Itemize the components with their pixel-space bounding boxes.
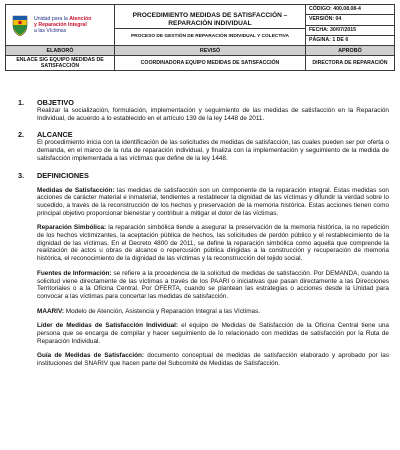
section-objetivo (17, 98, 389, 122)
document-header (5, 4, 395, 71)
section-number: 1. (18, 98, 25, 107)
document-meta (306, 5, 395, 46)
section-paragraph: Realizar la socialización, formulación, implementación y seguimiento de las medidas de satisfacción en la Reparación Individual, de acuerdo a lo establecido en el artículo 139 de la ley 1448 de 2011. (37, 107, 389, 122)
document-title: PROCEDIMIENTO MEDIDAS DE SATISFACCIÓN – REPARACIÓN INDIVIDUAL (132, 11, 288, 27)
definition-term: Guía de Medidas de Satisfacción: (37, 352, 145, 360)
definition-item (37, 187, 389, 218)
definition-text: el equipo de Medidas de Satisfacción de la Oficina Central tiene una persona que se encarga de compilar y hacer seguimiento de lo relacionado con medidas de satisfacción por la Ruta de Reparación Individual. (37, 322, 389, 345)
section-heading (17, 171, 389, 180)
page-number: PÁGINA: 1 DE 6 (309, 36, 349, 43)
aprobo-label: APROBÓ (306, 46, 395, 56)
process-name: PROCESO DE GESTIÓN DE REPARACIÓN INDIVIDUAL Y COLECTIVA (115, 28, 305, 42)
section-definiciones (17, 171, 389, 368)
section-title: OBJETIVO (37, 98, 74, 107)
definition-text: las medidas de satisfacción son un componente de la reparación integral. Estas medidas son acciones de carácter material e inmaterial, tendientes a restablecer la dignidad de las víctimas y difundir la verdad sobre lo sucedido, a través de la reconstrucción de los hechos y preservación de la memoria histórica. Estas acciones tienen como principal objetivo proporcionar bienestar y contribuir a mitigar el dolor de las víctimas. (37, 186, 389, 217)
definition-text: documento conceptual de medidas de satisfacción elaborado y aprobado por las instituciones del SNARIV que hacen parte del Subcomité de Medidas de Satisfacción. (37, 352, 389, 368)
reviso-label: REVISÓ (115, 46, 306, 56)
definition-term: Líder de Medidas de Satisfacción Individual: (37, 322, 179, 330)
definition-item (37, 224, 389, 263)
organization-logo (6, 5, 114, 45)
section-number: 2. (18, 130, 25, 140)
definition-item (37, 352, 389, 367)
document-body (17, 98, 389, 375)
definition-term: Reparación Simbólica: (37, 224, 107, 232)
section-title: ALCANCE (37, 130, 73, 140)
document-version: VERSIÓN: 04 (306, 15, 394, 25)
section-heading (17, 98, 389, 107)
document-date: FECHA: 30/07/2015 (306, 26, 394, 36)
section-heading (17, 130, 389, 139)
section-paragraph: El procedimiento inicia con la identificación de las solicitudes de medidas de satisfacción, las cuales pueden ser por oferta o demanda, en el marco de la ruta de reparación individual, y finaliza con la implementación y seguimiento de la medida de satisfacción implementada a las víctimas que define de la ley 1448. (37, 139, 389, 162)
definition-text: la reparación simbólica tiende a asegurar la preservación de la memoria histórica, la no repetición de los hechos victimizantes, la aceptación pública de hechos, las solicitudes de perdón público y el restablecimiento de la dignidad de las víctimas. En el Decreto 4800 de 2011, se define la reparación simbólica como aquella que comprende la realización de actos u obras de alcance o repercusión pública dirigidas a la construcción y recuperación de memoria histórica, el reconocimiento de la dignidad de las víctimas y la reconstrucción del tejido social. (37, 224, 389, 263)
section-alcance (17, 130, 389, 162)
definition-text: Modelo de Atención, Asistencia y Reparación Integral a las Víctimas. (63, 307, 261, 315)
definition-term: Fuentes de Información: (37, 269, 112, 277)
elaboro-label: ELABORÓ (6, 46, 115, 56)
definition-text: se refiere a la procedencia de la solicitud de medidas de satisfacción. Por DEMANDA, cuando la solicitud viene directamente de las víctimas a través de los PAARI o iniciativas que pasan directamente a las Direcciones Territoriales o a la Oficina Central. Por OFERTA, cuando se plantean las estrategias o acciones desde la Unidad para convocar a las víctimas para concertar las medidas de satisfacción. (37, 269, 389, 300)
definition-term: MAARIV: (37, 307, 64, 315)
reviso-value: COORDINADORA EQUIPO MEDIDAS DE SATISFACCIÓN (115, 56, 306, 71)
definition-item (37, 322, 389, 345)
aprobo-value: DIRECTORA DE REPARACIÓN (306, 56, 395, 71)
definition-item (37, 308, 389, 316)
document-code: CÓDIGO: 400.08.08-4 (306, 5, 394, 15)
elaboro-value: ENLACE SIG EQUIPO MEDIDAS DE SATISFACCIÓN (6, 56, 115, 71)
coat-of-arms-icon (10, 13, 30, 37)
definition-item (37, 270, 389, 301)
definition-term: Medidas de Satisfacción: (37, 186, 115, 194)
section-title: DEFINICIONES (37, 170, 89, 180)
section-number: 3. (18, 170, 25, 180)
logo-cell (6, 5, 115, 46)
logo-text: Unidad para la Atención y Reparación Integral a las Víctimas (34, 15, 92, 35)
title-cell (115, 5, 306, 46)
